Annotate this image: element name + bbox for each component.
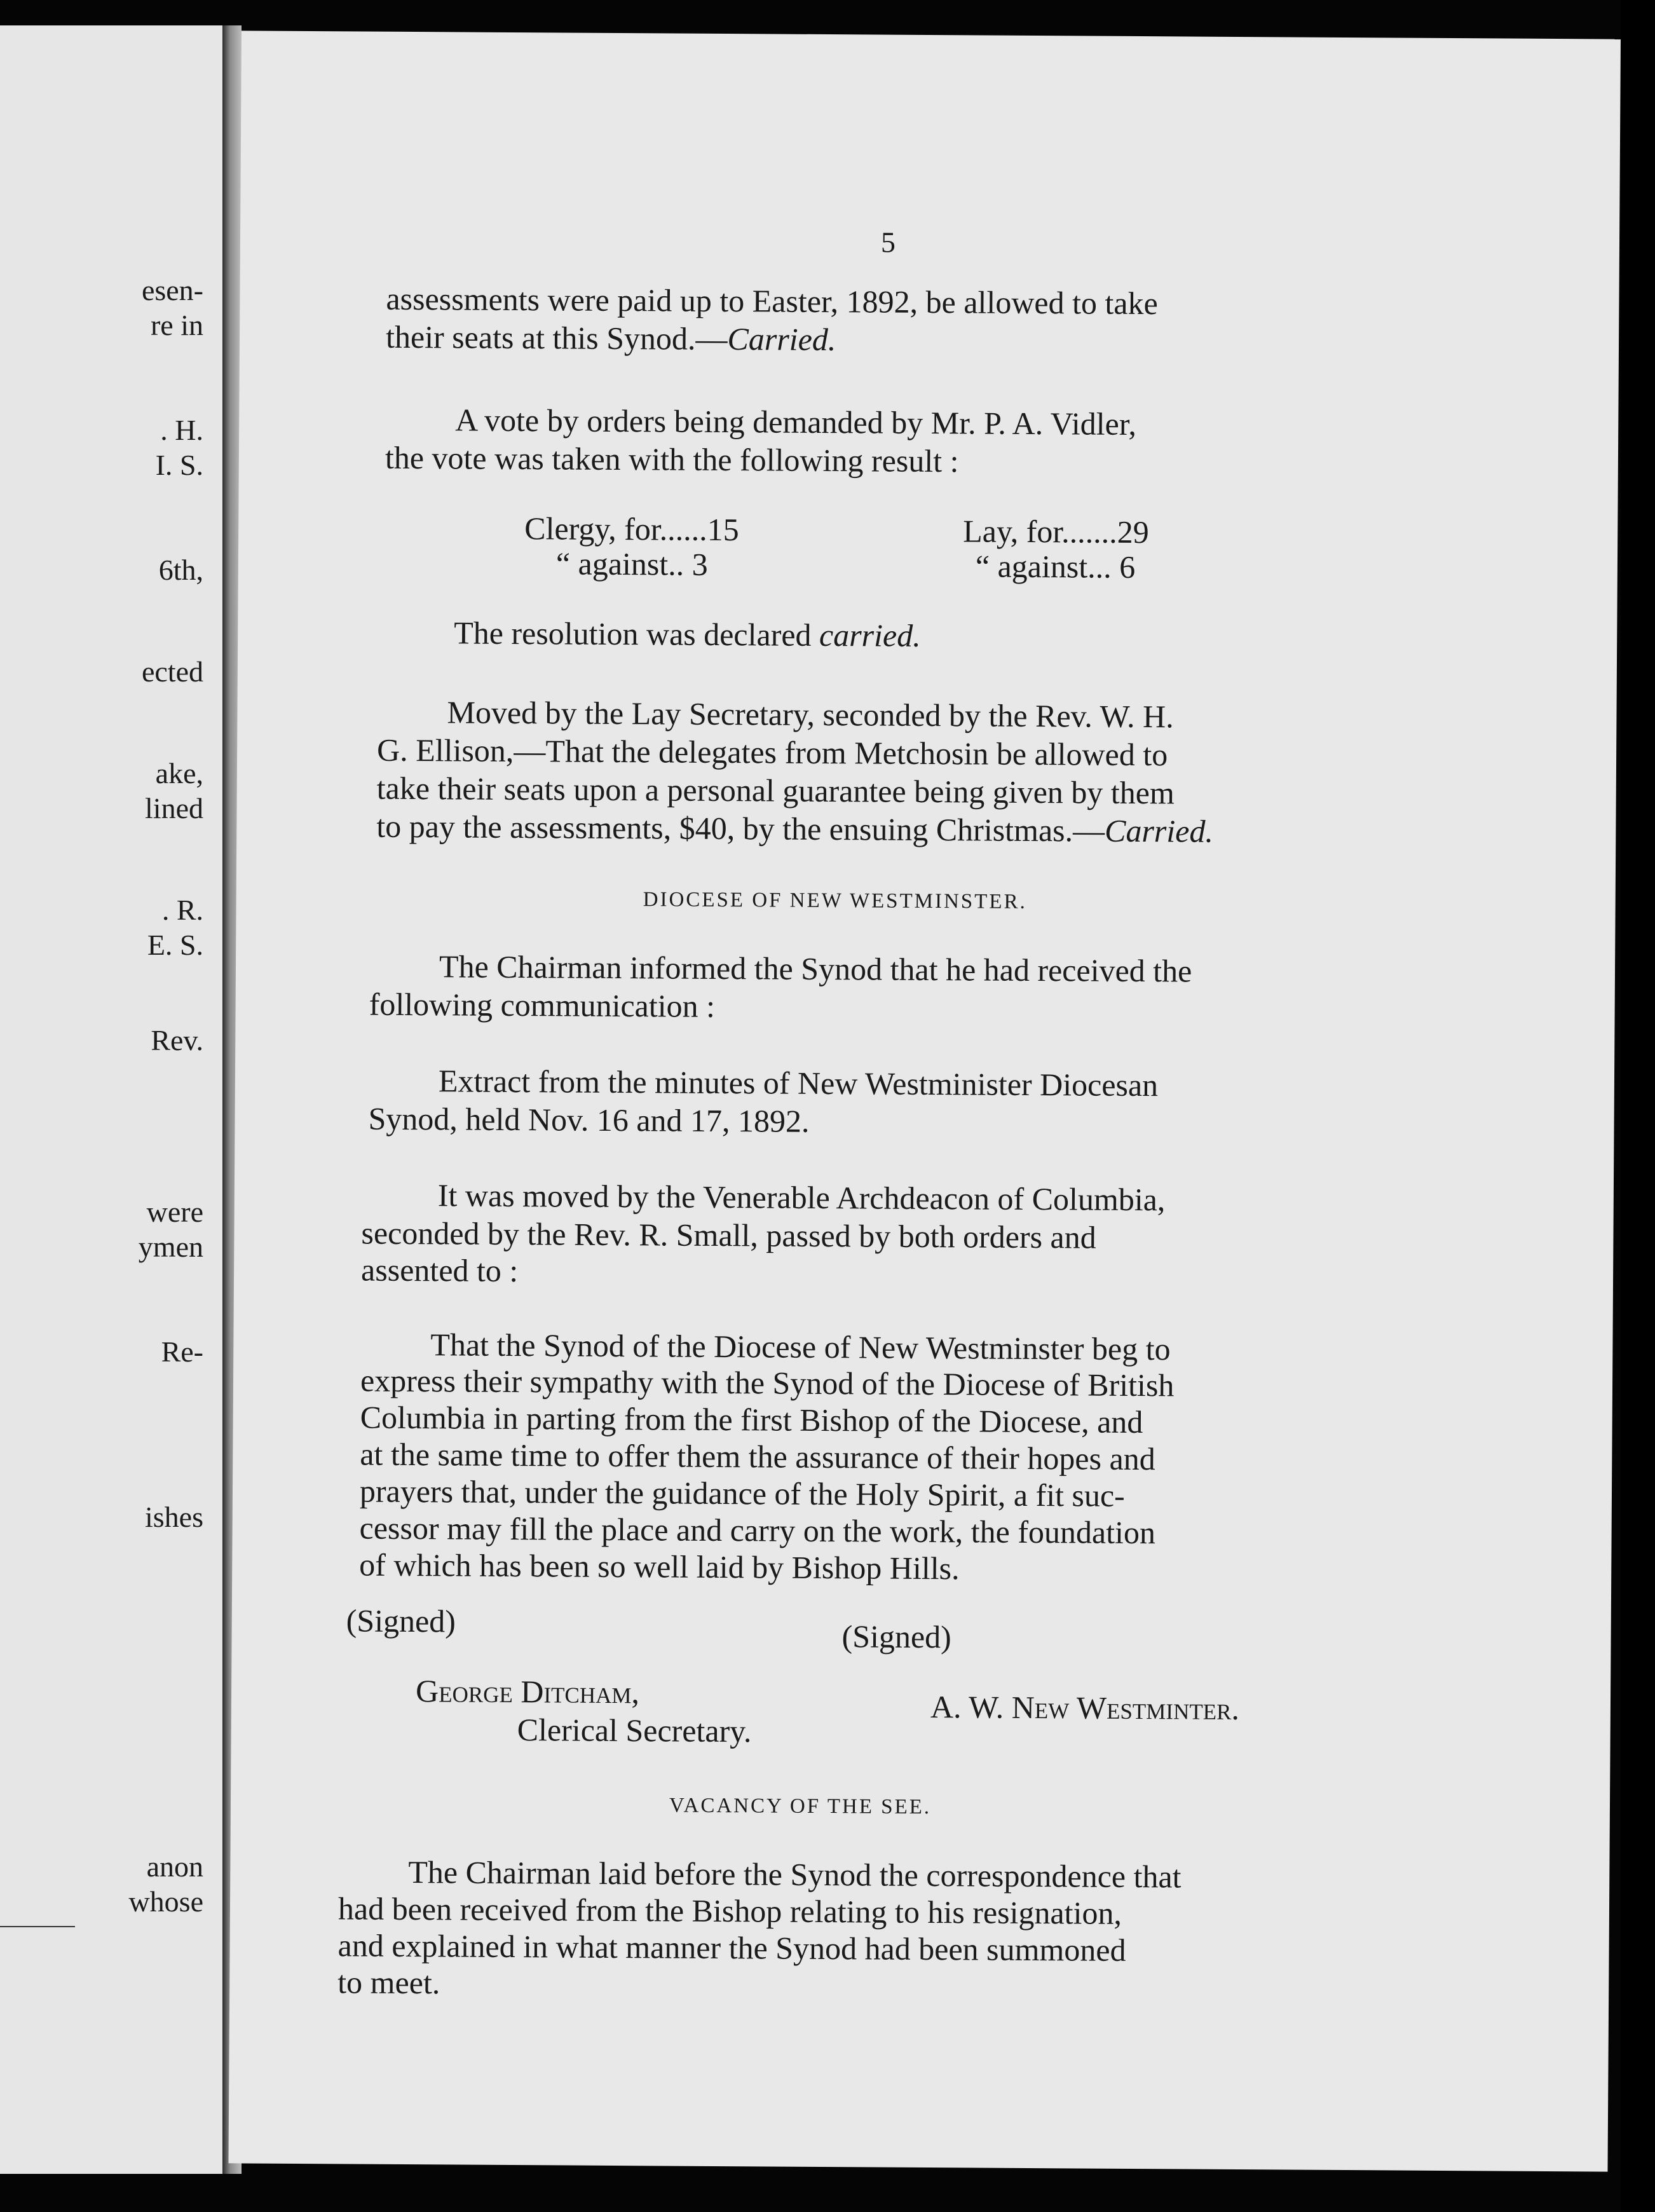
section-heading: VACANCY OF THE SEE. bbox=[669, 1794, 932, 1819]
paragraph-line: take their seats upon a personal guarantee being given by them bbox=[376, 770, 1175, 811]
vote-clergy-for: Clergy, for......15 bbox=[524, 510, 739, 548]
left-fragment: . H. bbox=[160, 414, 203, 446]
signatory-name-right: A. W. New Westminter. bbox=[930, 1689, 1240, 1727]
paragraph-line: The Chairman laid before the Synod the correspondence that bbox=[408, 1854, 1182, 1895]
paragraph-line: at the same time to offer them the assurance of their hopes and bbox=[360, 1436, 1155, 1477]
document-page bbox=[229, 31, 1621, 2171]
left-rule bbox=[0, 1926, 75, 1927]
left-fragment: . R. bbox=[161, 894, 203, 926]
vote-lay-for: Lay, for.......29 bbox=[963, 513, 1149, 550]
paragraph-line bbox=[386, 318, 836, 358]
left-fragment: re in bbox=[150, 309, 203, 341]
left-fragment: I. S. bbox=[155, 449, 203, 481]
paragraph-line: of which has been so well laid by Bishop Hills. bbox=[359, 1546, 960, 1587]
paragraph-text: The resolution was declared bbox=[454, 615, 820, 653]
left-fragment: ymen bbox=[138, 1231, 203, 1263]
left-fragment: E. S. bbox=[147, 929, 203, 961]
paragraph-line: to meet. bbox=[337, 1964, 440, 2001]
paragraph-text: to pay the assessments, $40, by the ensuing Christmas.— bbox=[376, 808, 1105, 849]
left-fragment: Rev. bbox=[151, 1024, 203, 1056]
signed-label-right: (Signed) bbox=[841, 1618, 951, 1655]
paragraph-line bbox=[454, 613, 921, 654]
paragraph-line: prayers that, under the guidance of the Holy Spirit, a fit suc- bbox=[359, 1473, 1125, 1513]
paragraph-line: Moved by the Lay Secretary, seconded by the Rev. W. H. bbox=[447, 694, 1174, 735]
section-heading: DIOCESE OF NEW WESTMINSTER. bbox=[643, 888, 1027, 913]
paragraph-line: G. Ellison,—That the delegates from Metchosin be allowed to bbox=[376, 732, 1168, 773]
paragraph-line: and explained in what manner the Synod had been summoned bbox=[337, 1927, 1126, 1968]
paragraph-line: That the Synod of the Diocese of New Westminster beg to bbox=[430, 1327, 1171, 1367]
vote-clergy-against: “ against.. 3 bbox=[555, 545, 708, 582]
paragraph-line: The Chairman informed the Synod that he had received the bbox=[439, 948, 1192, 989]
signatory-title-left: Clerical Secretary. bbox=[517, 1712, 752, 1749]
left-fragment: whose bbox=[128, 1885, 203, 1918]
left-fragment: esen- bbox=[141, 274, 203, 306]
left-fragment: ected bbox=[141, 655, 203, 688]
paragraph-line: following communication : bbox=[369, 986, 716, 1024]
carried-label: Carried. bbox=[727, 321, 836, 358]
paragraph-line: A vote by orders being demanded by Mr. P. A. Vidler, bbox=[455, 402, 1137, 442]
paragraph-text: their seats at this Synod.— bbox=[385, 318, 728, 357]
left-fragment: lined bbox=[145, 792, 203, 824]
left-fragment: ishes bbox=[145, 1501, 203, 1533]
vote-lay-against: “ against... 6 bbox=[975, 548, 1136, 585]
paragraph-line: had been received from the Bishop relating to his resignation, bbox=[337, 1890, 1122, 1931]
carried-label: Carried. bbox=[1104, 812, 1214, 849]
left-facing-page bbox=[0, 25, 222, 2174]
paragraph-line bbox=[376, 807, 1213, 850]
signed-label-left: (Signed) bbox=[346, 1602, 456, 1639]
paragraph-line: express their sympathy with the Synod of the Diocese of British bbox=[360, 1362, 1175, 1403]
left-fragment: anon bbox=[146, 1850, 203, 1883]
carried-label: carried. bbox=[819, 617, 921, 653]
paragraph-line: seconded by the Rev. R. Small, passed by both orders and bbox=[361, 1215, 1096, 1255]
paragraph-line: Columbia in parting from the first Bishop of the Diocese, and bbox=[360, 1399, 1143, 1440]
paragraph-line: assented to : bbox=[360, 1252, 519, 1289]
left-fragment: Re- bbox=[161, 1335, 203, 1368]
signatory-name-left: George Ditcham, bbox=[415, 1673, 640, 1710]
left-fragment: ake, bbox=[155, 757, 203, 789]
paragraph-line: Synod, held Nov. 16 and 17, 1892. bbox=[368, 1100, 810, 1139]
paragraph-line: the vote was taken with the following result : bbox=[385, 439, 959, 479]
paragraph-line: Extract from the minutes of New Westminister Diocesan bbox=[438, 1063, 1159, 1103]
left-fragment: were bbox=[146, 1196, 203, 1228]
paragraph-line: cessor may fill the place and carry on the work, the foundation bbox=[359, 1510, 1156, 1551]
page-number: 5 bbox=[880, 226, 896, 259]
left-fragment: 6th, bbox=[158, 554, 203, 586]
paragraph-line: assessments were paid up to Easter, 1892, be allowed to take bbox=[386, 280, 1158, 322]
scan-edge bbox=[1621, 0, 1655, 2212]
paragraph-line: It was moved by the Venerable Archdeacon of Columbia, bbox=[437, 1177, 1166, 1218]
